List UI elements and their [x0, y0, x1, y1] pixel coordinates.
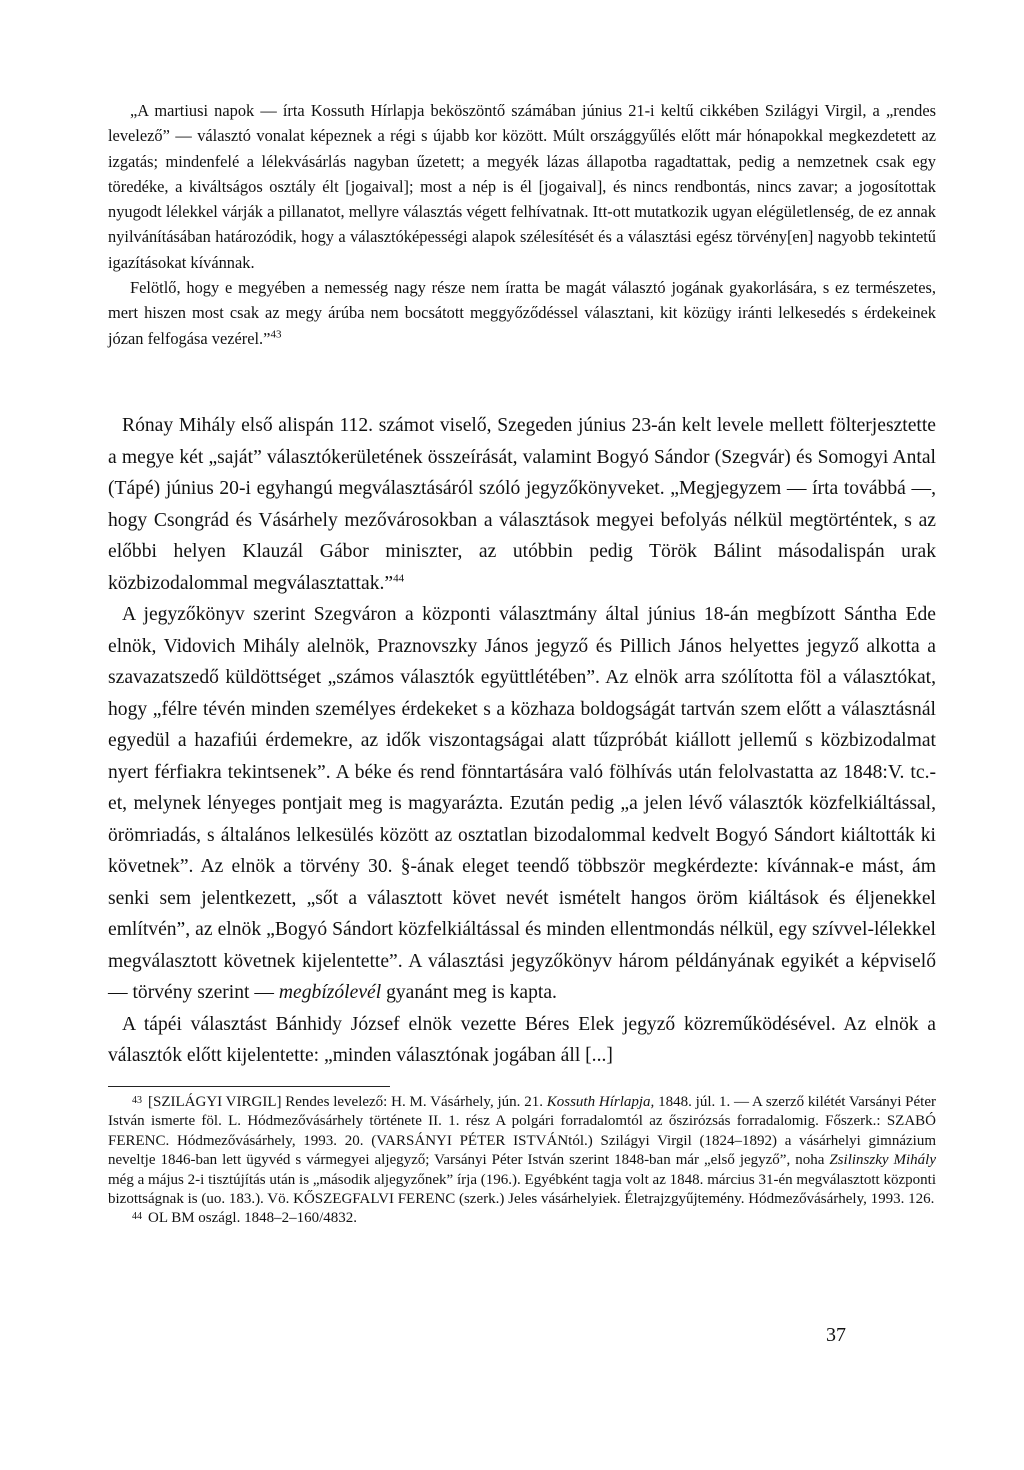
footnote-44: $^{44}$ OL BM oszágl. 1848–2–160/4832.	[132, 1210, 358, 1227]
footnote-43: $^{43}$ [SZILÁGYI VIRGIL] Rendes levelező: H. M. Vásárhely, jún. 21. Kossuth Hírlapja, 1848. júl. 1. — A szerző kilétét Varsányi Péter István ismerte föl. L. Hódmezővásárhely története II. 1. rész A polgári forradalomtól az őszirózsás forradalomig. Főszerk.: SZABÓ FERENC. Hódmezővásárhely, 1993. 20. (VARSÁNYI PÉTER ISTVÁNtól.) Szilágyi Virgil (1824–1892) a vásárhelyi gimnázium neveltje 1846-ban lett ügyvéd s vármegyei aljegyző; Varsányi Péter István szerint 1848-ban már „első jegyző”, noha Zsilinszky Mihály még a május 2-i tisztújítás után is „második aljegyzőnek” írja (196.). Egyébként tagja volt az 1848. március 31-én megválasztott központi bizottságnak is (uo. 183.). Vö. KŐSZEGFALVI FERENC (szerk.) Jeles vásárhelyiek. Életrajzgyűjtemény. Hódmezővásárhely, 1993. 126.	[108, 1094, 937, 1208]
footnote-ref-43[interactable]: 43	[270, 328, 282, 341]
footnotes	[108, 1093, 936, 1229]
italic-term: megbízólevél	[278, 982, 382, 1003]
footnote-ref-44[interactable]: 44	[393, 571, 405, 584]
body-paragraph-3: A tápéi választást Bánhidy József elnök vezette Béres Elek jegyző közreműködésével. Az elnök a választók előtt kijelentette: „minden választónak jogában áll [...]	[108, 1013, 936, 1066]
quote-paragraph-1: „A martiusi napok — írta Kossuth Hírlapja beköszöntő számában június 21-i keltű cikkében Szilágyi Virgil, a „rendes levelező” — választó vonalat képeznek a régi s újabb kor között. Múlt országgyűlés előtt már hónapokkal megkezdetett az izgatás; mindenfelé a lélekvásárlás nagyban űzetett; a megyék lázas állapotba ragadtattak, pedig a nemzetnek csak egy töredéke, a kiváltságos osztály élt [jogaival]; most a nép is él [jogaival], és nincs rendbontás, nincs zavar; a jogosítottak nyugodt lélekkel várják a pillanatot, mellyre választás végett felhívatnak. Itt-ott mutatkozik ugyan elégületlenség, de ez annak nyilvánításában határozódik, hogy a választóképességi alapok szélesítését és a választási egész törvény[en] nagyobb tekintetű igazításokat kívánnak.	[108, 101, 936, 272]
body-paragraph-1: Rónay Mihály első alispán 112. számot viselő, Szegeden június 23-án kelt levele mellett fölterjesztette a megye két „saját” választókerületének összeírását, valamint Bogyó Sándor (Szegvár) és Somogyi Antal (Tápé) június 20-i egyhangú megválasztásáról szóló jegyzőkönyveket. „Megjegyzem — írta továbbá —, hogy Csongrád és Vásárhely mezővárosokban a választások megyei befolyás nélkül megtörténtek, s az előbbi helyen Klauzál Gábor miniszter, az utóbbin pedig Török Bálint másodalispán urak közbizodalommal megválasztattak.”$^{44}$	[108, 415, 936, 594]
body-paragraph-2: A jegyzőkönyv szerint Szegváron a központi választmány által június 18-án megbízott Sántha Ede elnök, Vidovich Mihály alelnök, Praznovszky János jegyző és Pillich János helyettes jegyző alkotta a szavazatszedő küldöttséget „számos választók együttlétében”. Az elnök arra szólította föl a választókat, hogy „félre tévén minden személyes érdekeket s a közhaza boldogságát tartván szem előtt a választásnál egyedül a hazafiúi érdemekre, az idők viszontagságai alatt tűzpróbát kiállott jellemű s közbizodalmat nyert férfiakra tekintsenek”. A béke és rend fönntartására való fölhívás után felolvastatta az 1848:V. tc.-et, melynek lényeges pontjait meg is magyarázta. Ezután pedig „a jelen lévő választók közfelkiáltással, örömriadás, s általános lelkesülés között az osztatlan bizodalommal kedvelt Bogyó Sándort kiáltották ki követnek”. Az elnök a törvény 30. §-ának eleget teendő többször megkérdezte: kívánnak-e mást, ám senki sem jelentkezett, „sőt a választott követ nevét ismételt hangos öröm kiáltások és éljenekkel említvén”, az elnök „Bogyó Sándort közfelkiáltással és minden ellentmondás nélkül, egy szívvel-lélekkel megválasztott követnek kijelentette”. A választási jegyzőkönyv három példányának egyikét a képviselő — törvény szerint — megbízólevél gyanánt meg is kapta.	[108, 604, 936, 1003]
footnote-divider	[108, 1086, 390, 1087]
quote-paragraph-2: Felötlő, hogy e megyében a nemesség nagy része nem íratta be magát választó jogának gyakorlására, s ez természetes, mert hiszen most csak az megy árúba nem bocsátott meggyőződéssel választani, kit közügy iránti lelkesedés s érdekeinek józan felfogása vezérel.”$^{43}$	[108, 278, 936, 348]
footnote-number: 43	[132, 1095, 142, 1106]
block-quote	[108, 98, 936, 351]
page-number: 37	[826, 1324, 846, 1346]
body-text	[108, 410, 936, 1072]
footnote-number: 44	[132, 1211, 142, 1223]
